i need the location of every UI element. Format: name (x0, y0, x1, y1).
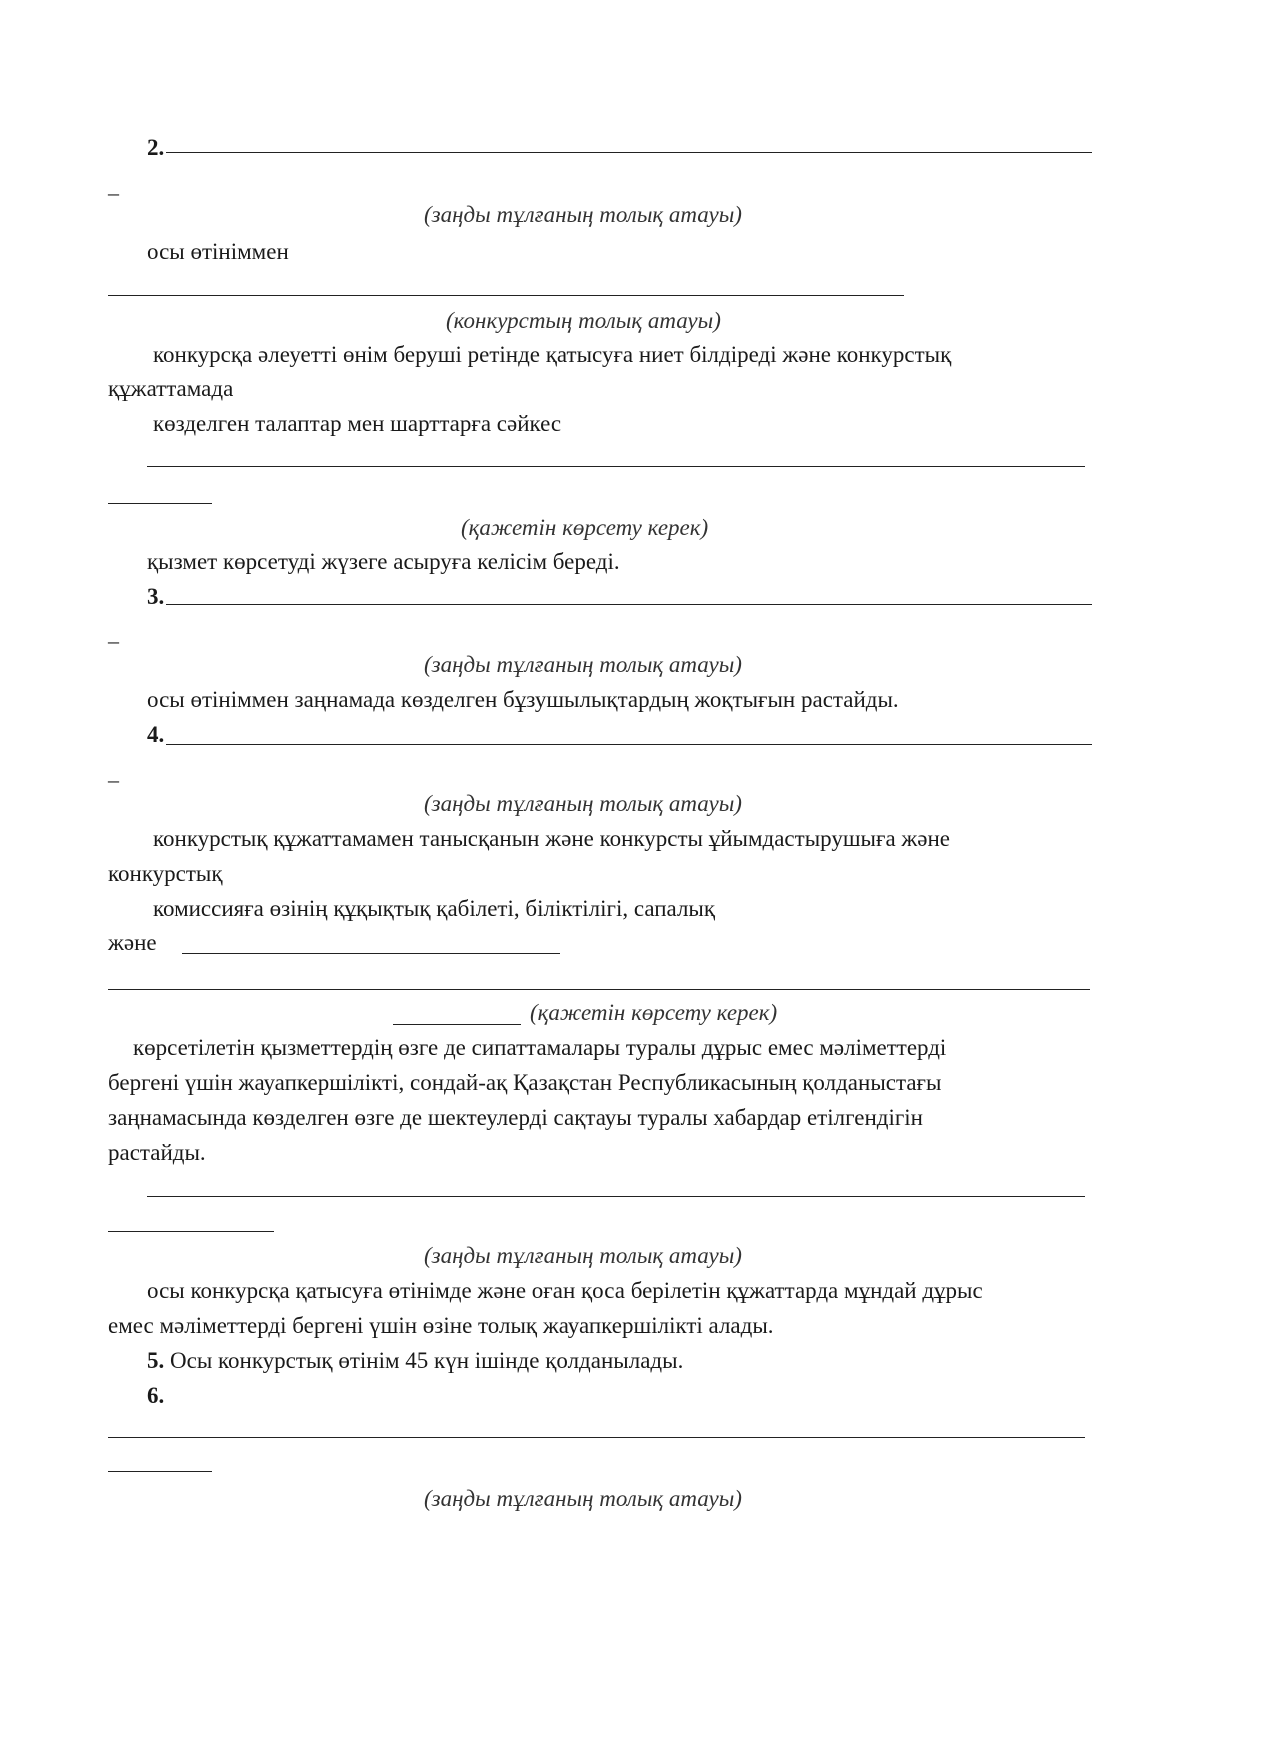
fill-line (166, 744, 1092, 745)
item-number-4: 4. (147, 722, 165, 747)
fill-line (108, 295, 904, 296)
fill-line (108, 1471, 212, 1472)
paragraph-4-line-6: бергені үшін жауапкершілікті, сондай-ақ Қазақстан Республикасының қолданыстағы (108, 1070, 942, 1095)
paragraph-4-line-3: комиссияға өзінің құқықтық қабілеті, біліктілігі, сапалық (153, 896, 716, 921)
caption-legal-entity-name: (заңды тұлғаның толық атауы) (424, 1486, 742, 1511)
paragraph-4-line-1: конкурстық құжаттамамен танысқанын және конкурсты ұйымдастырушыға және (153, 826, 951, 851)
paragraph-2-line-1: конкурсқа әлеуетті өнім беруші ретінде қатысуға ниет білдіреді және конкурстық (153, 342, 952, 367)
paragraph-3-line-1: осы өтініммен заңнамада көзделген бұзушылықтардың жоқтығын растайды. (147, 687, 899, 712)
fill-line (166, 152, 1092, 153)
paragraph-2-line-3: көзделген талаптар мен шарттарға сәйкес (153, 411, 562, 436)
item-number-6: 6. (147, 1383, 165, 1408)
text-by-application: осы өтініммен (147, 239, 289, 264)
fill-line (182, 953, 560, 954)
item-number-2: 2. (147, 135, 165, 160)
item-number-3: 3. (147, 584, 165, 609)
caption-legal-entity-name: (заңды тұлғаның толық атауы) (424, 1243, 742, 1268)
fill-line (108, 503, 212, 504)
fill-line (147, 1196, 1085, 1197)
caption-specify-needed: (қажетін көрсету керек) (461, 515, 709, 540)
fill-line (108, 1437, 1085, 1438)
caption-legal-entity-name: (заңды тұлғаның толық атауы) (424, 652, 742, 677)
fill-line (108, 1231, 274, 1232)
paragraph-4-line-5: көрсетілетін қызметтердің өзге де сипаттамалары туралы дұрыс емес мәліметтерді (133, 1035, 947, 1060)
caption-specify-needed: (қажетін көрсету керек) (530, 1000, 778, 1025)
caption-legal-entity-name: (заңды тұлғаның толық атауы) (424, 202, 742, 227)
caption-legal-entity-name: (заңды тұлғаның толық атауы) (424, 791, 742, 816)
fill-line (108, 989, 1090, 990)
paragraph-4-line-7: заңнамасында көзделген өзге де шектеулерді сақтауы туралы хабардар етілгендігін (108, 1105, 923, 1130)
dash-mark: – (108, 628, 119, 653)
caption-contest-name: (конкурстың толық атауы) (446, 308, 721, 333)
paragraph-4-line-2: конкурстық (108, 861, 223, 886)
dash-mark: – (108, 767, 119, 792)
paragraph-4-line-8: растайды. (108, 1140, 206, 1165)
fill-line (147, 466, 1085, 467)
fill-line (166, 604, 1092, 605)
dash-mark: – (108, 180, 119, 205)
paragraph-4b-line-1: осы конкурсқа қатысуға өтінімде және оған қоса берілетін құжаттарда мұндай дұрыс (147, 1278, 983, 1303)
paragraph-5-text: Осы конкурстық өтінім 45 күн ішінде қолданылады. (164, 1348, 684, 1373)
item-5 (147, 1348, 683, 1374)
paragraph-4b-line-2: емес мәліметтерді бергені үшін өзіне толық жауапкершілікті алады. (108, 1313, 774, 1338)
paragraph-4-line-4: және (108, 930, 157, 955)
item-number-5: 5. (147, 1348, 165, 1373)
paragraph-2-line-2: құжаттамада (108, 376, 234, 401)
fill-line (393, 1024, 521, 1025)
paragraph-2-line-4: қызмет көрсетуді жүзеге асыруға келісім береді. (147, 549, 620, 574)
